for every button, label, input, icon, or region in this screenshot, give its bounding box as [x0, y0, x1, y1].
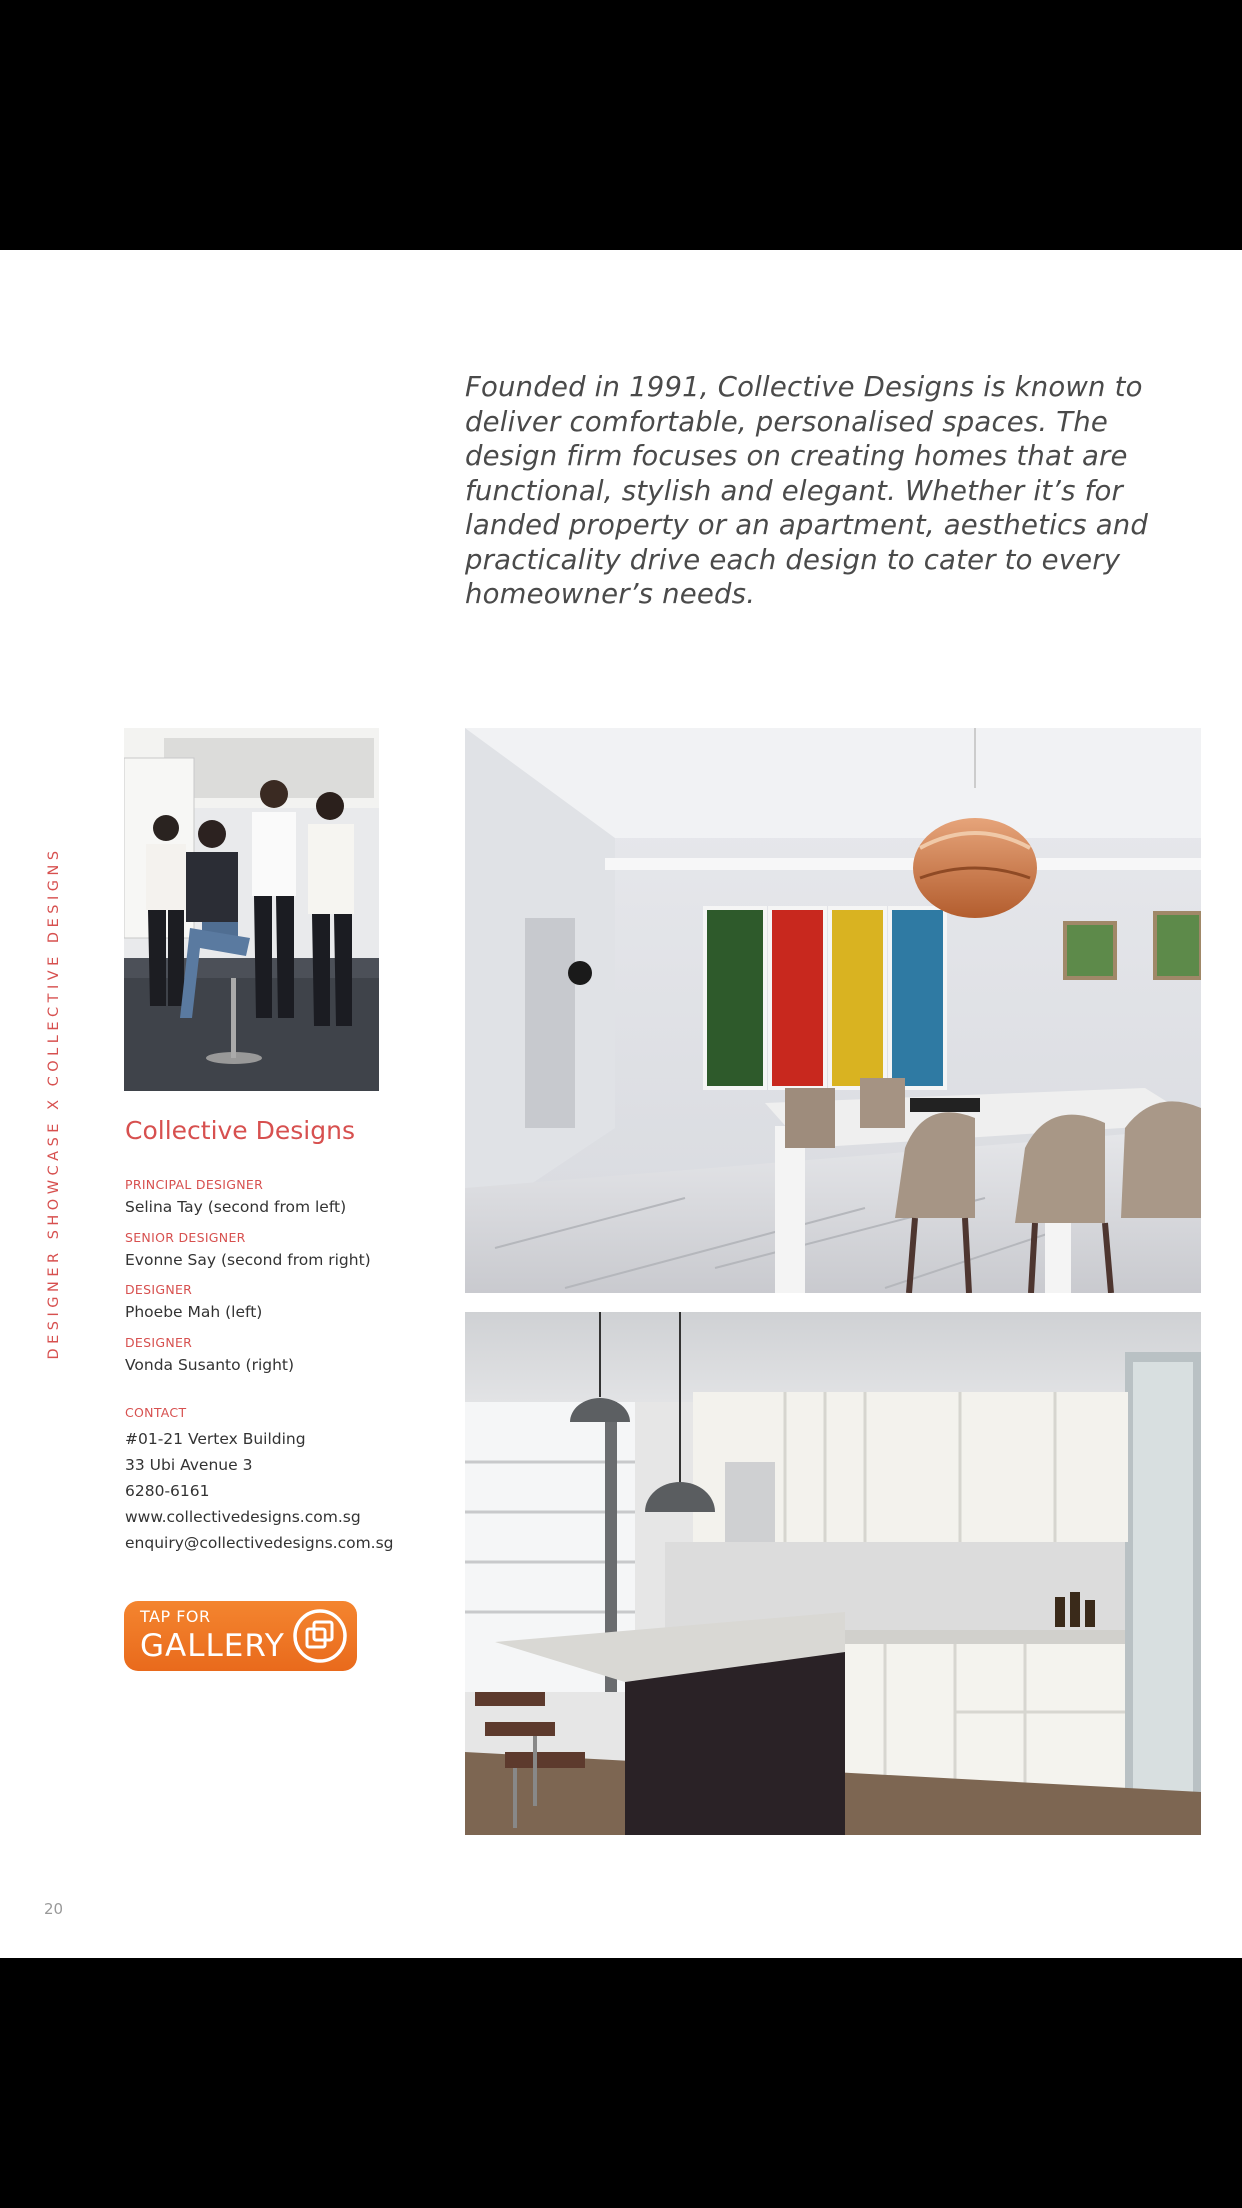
address-line-1: #01-21 Vertex Building: [125, 1430, 306, 1448]
website-link[interactable]: www.collectivedesigns.com.sg: [125, 1508, 361, 1526]
magazine-page: [0, 250, 1242, 1958]
credits-list: [125, 1176, 445, 1386]
credit-name: Vonda Susanto (right): [125, 1355, 295, 1374]
contact-block: [125, 1404, 465, 1556]
team-photo: [124, 728, 379, 1091]
kitchen-photo: [465, 1312, 1201, 1835]
credit-role: SENIOR DESIGNER: [125, 1229, 246, 1245]
gallery-button-small-label: TAP FOR: [140, 1607, 211, 1626]
credit-name: Phoebe Mah (left): [125, 1303, 263, 1321]
company-name: Collective Designs: [125, 1116, 355, 1145]
gallery-button-label: GALLERY: [140, 1628, 285, 1664]
credit-name: Evonne Say (second from right): [125, 1250, 371, 1269]
phone-number[interactable]: 6280-6161: [125, 1482, 210, 1500]
contact-label: CONTACT: [125, 1405, 187, 1420]
address-line-2: 33 Ubi Avenue 3: [125, 1456, 253, 1474]
credit-role: PRINCIPAL DESIGNER: [125, 1177, 264, 1192]
gallery-button[interactable]: [124, 1601, 357, 1671]
intro-paragraph: Founded in 1991, Collective Designs is known to deliver comfortable, personalised spaces. The design firm focuses on creating homes that are functional, stylish and elegant. Whether it’s for landed property or an apartment, aesthetics and practicality drive each design to cater to every homeowner’s needs.: [465, 371, 1149, 610]
credit-role: DESIGNER: [125, 1282, 193, 1297]
credit-role: DESIGNER: [125, 1334, 193, 1350]
credit-name: Selina Tay (second from left): [125, 1198, 347, 1216]
gallery-icon: [291, 1607, 349, 1665]
email-link[interactable]: enquiry@collectivedesigns.com.sg: [125, 1534, 394, 1552]
dining-room-photo: [465, 728, 1201, 1293]
page-number: 20: [44, 1900, 64, 1918]
section-title-vertical: DESIGNER SHOWCASE X COLLECTIVE DESIGNS: [46, 846, 62, 1360]
